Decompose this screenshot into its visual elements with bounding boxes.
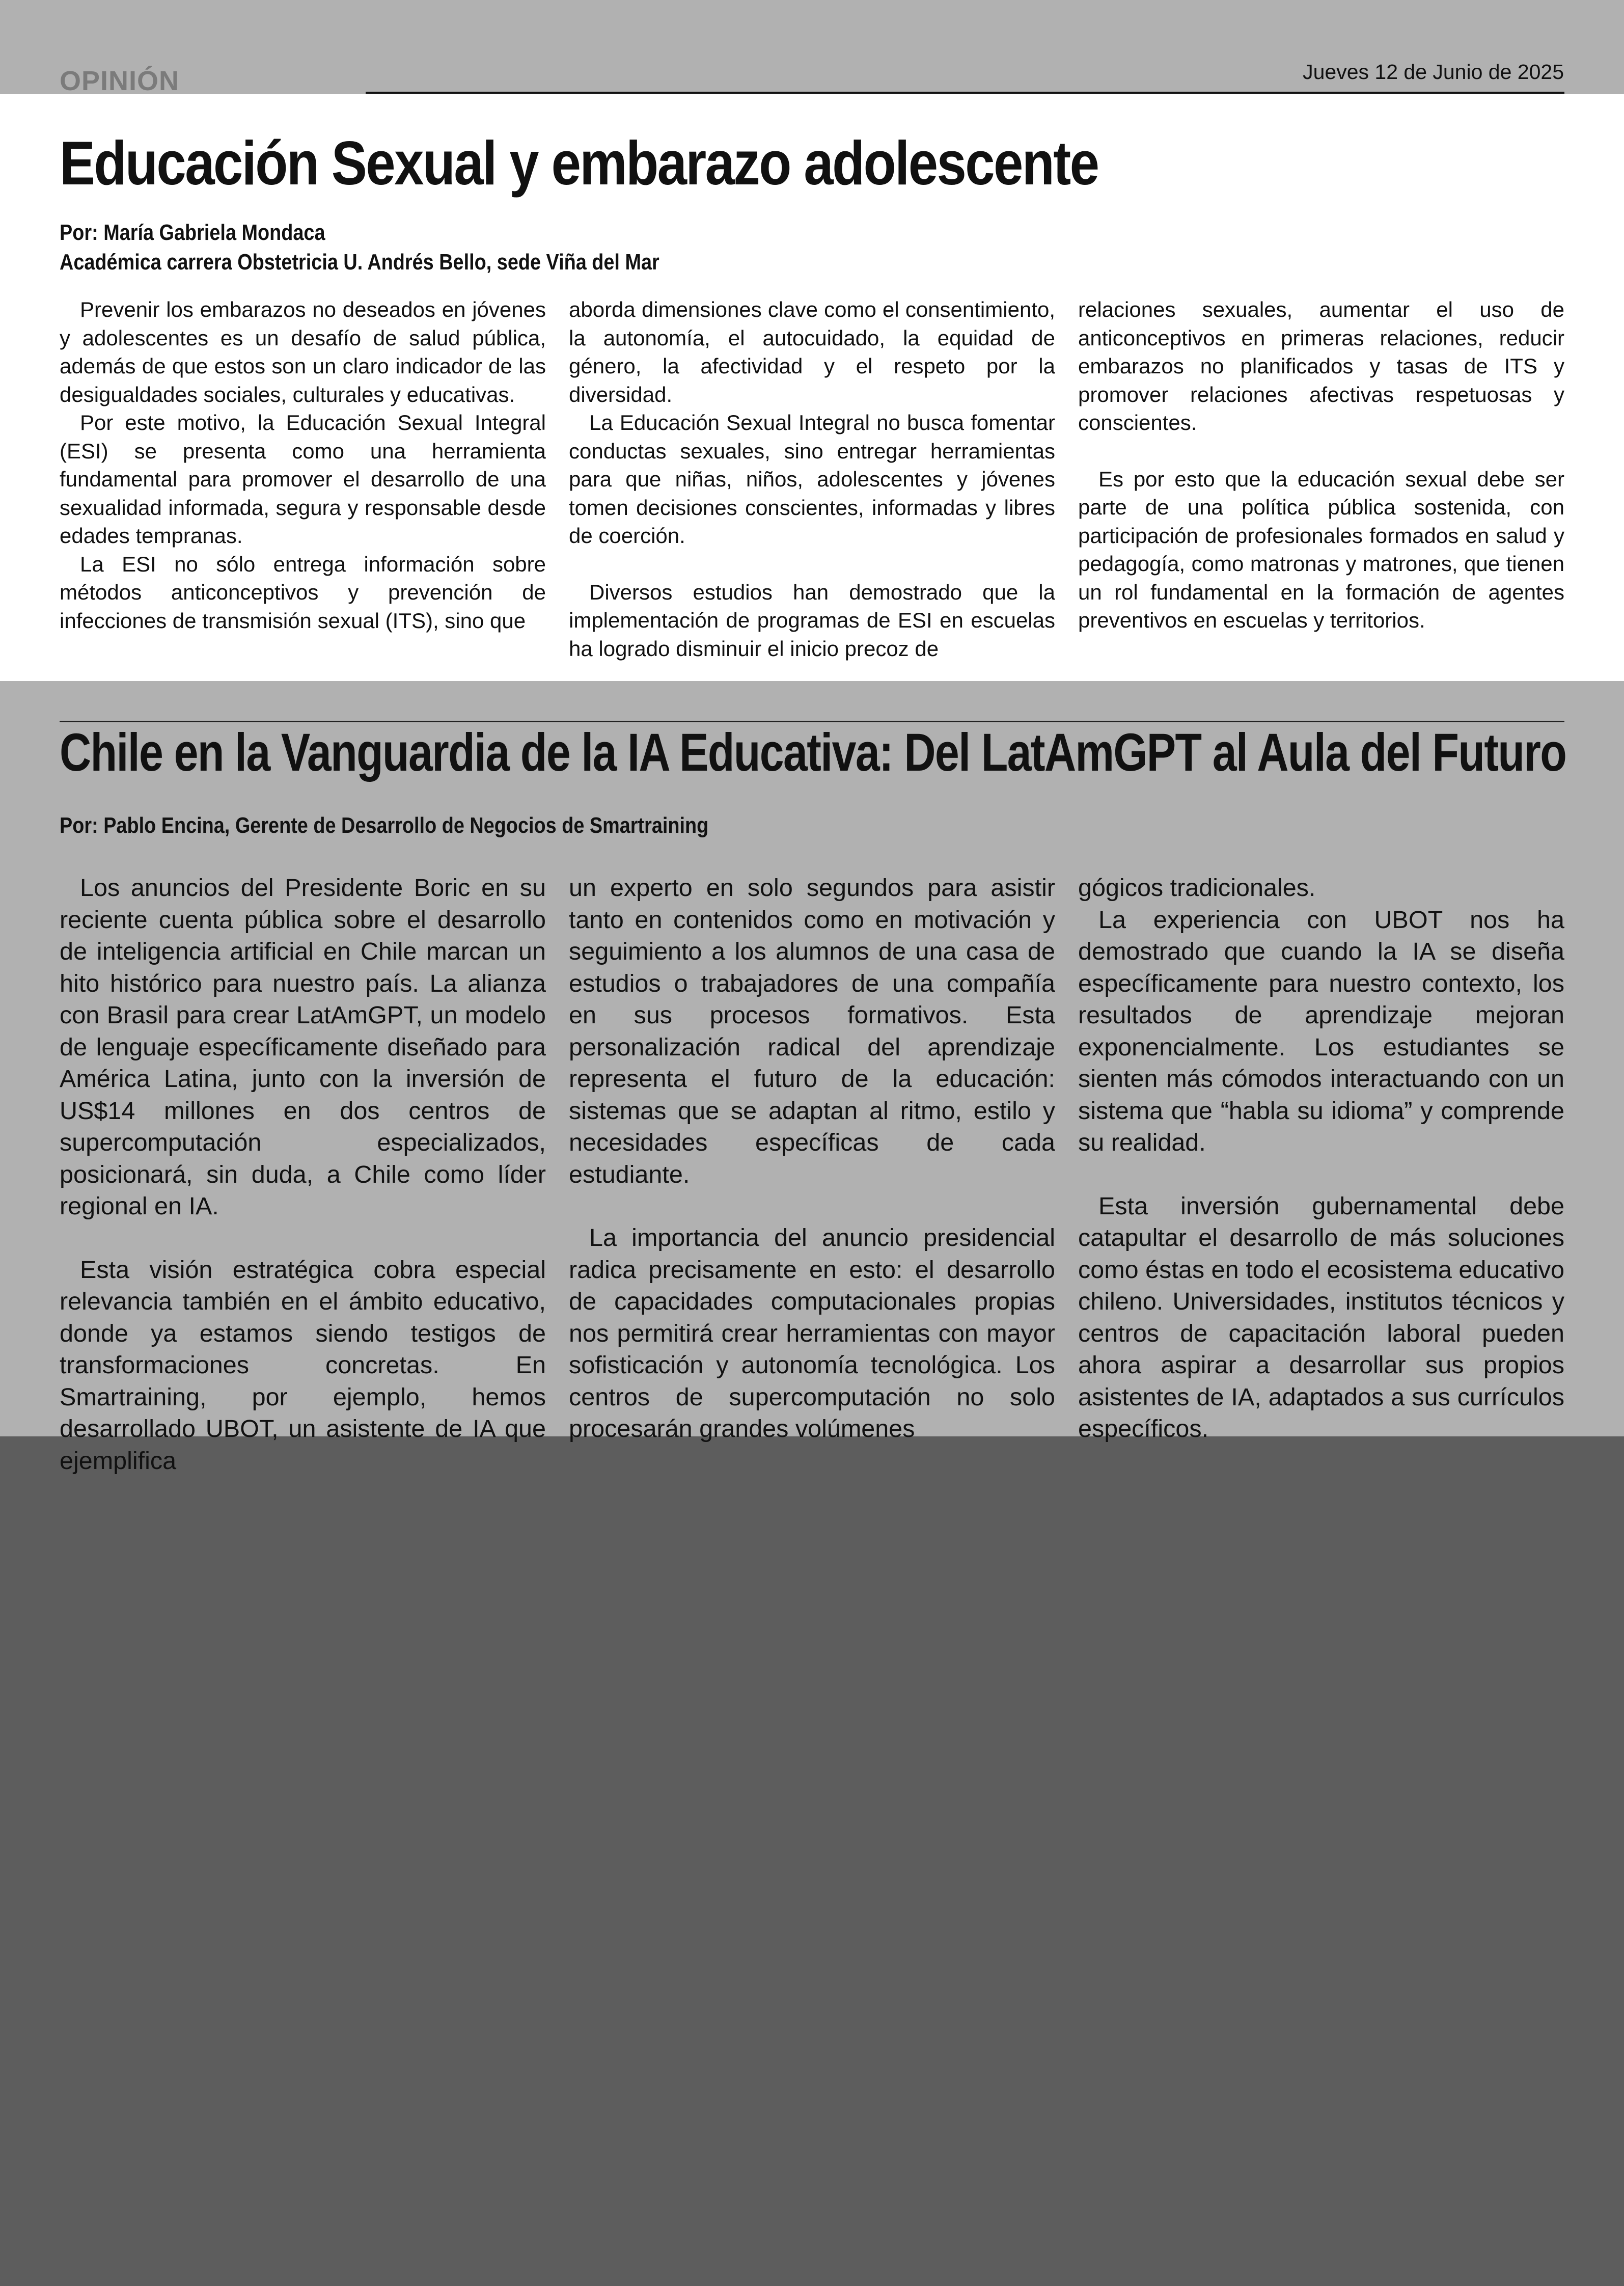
section-label: OPINIÓN bbox=[60, 66, 180, 96]
article2-paragraph: Esta visión estratégica cobra especial relevancia también en el ámbito educativo, donde ya estamos siendo testigos de transformaciones concretas. En Smartraining, por ejemplo, hemos desarrollado UBOT, un asistente de IA que ejemplifica bbox=[60, 1256, 546, 1475]
article1-paragraph: Prevenir los embarazos no deseados en jóvenes y adolescentes es un desafío de salud pública, además de que estos son un claro indicador de las desigualdades sociales, culturales y educativas. bbox=[60, 297, 546, 406]
article1-paragraph: Diversos estudios han demostrado que la implementación de programas de ESI en escuelas ha logrado disminuir el inicio precoz de bbox=[569, 580, 1055, 661]
article1-paragraph: La Educación Sexual Integral no busca fomentar conductas sexuales, sino entregar herramientas para que niñas, niños, adolescentes y jóvenes tomen decisiones conscientes, informadas y libres de coerción. bbox=[569, 411, 1055, 548]
article2-paragraph: un experto en solo segundos para asistir tanto en contenidos como en motivación y seguimiento a los alumnos de una casa de estudios o trabajadores de una compañía en sus procesos formativos. Esta personalización radical del aprendizaje representa el futuro de la educación: sistemas que se adaptan al ritmo, estilo y necesidades específicas de cada estudiante. bbox=[569, 874, 1055, 1188]
article2-byline: Por: Pablo Encina, Gerente de Desarrollo de Negocios de Smartraining bbox=[60, 813, 709, 838]
article1-paragraph: relaciones sexuales, aumentar el uso de anticonceptivos en primeras relaciones, reducir embarazos no planificados y tasas de ITS y promover relaciones afectivas respetuosas y conscientes. bbox=[1078, 297, 1564, 434]
article2-column-1 bbox=[60, 872, 546, 1475]
article2-title: Chile en la Vanguardia de la IA Educativa: Del LatAmGPT al Aula del Futuro bbox=[60, 723, 1566, 782]
article2-column-2 bbox=[569, 872, 1055, 1443]
article1-title: Educación Sexual y embarazo adolescente bbox=[60, 128, 1098, 198]
article1-column-1 bbox=[60, 295, 546, 635]
bottom-dark-band bbox=[0, 1436, 1624, 2286]
article1-paragraph: aborda dimensiones clave como el consentimiento, la autonomía, el autocuidado, la equidad de género, la afectividad y el respeto por la diversidad. bbox=[569, 297, 1055, 406]
issue-date: Jueves 12 de Junio de 2025 bbox=[1303, 60, 1564, 84]
article1-column-2 bbox=[569, 295, 1055, 663]
article1-paragraph: Es por esto que la educación sexual debe ser parte de una política pública sostenida, con participación de profesionales formados en salud y pedagogía, como matronas y matrones, que tienen un rol fundamental en la formación de agentes preventivos en escuelas y territorios. bbox=[1078, 467, 1564, 632]
article2-paragraph: La importancia del anuncio presidencial radica precisamente en esto: el desarrollo de capacidades computacionales propias nos permitirá crear herramientas con mayor sofisticación y autonomía tecnológica. Los centros de supercomputación no solo procesarán grandes volúmenes bbox=[569, 1224, 1055, 1443]
article1-paragraph: La ESI no sólo entrega información sobre métodos anticonceptivos y prevención de infecciones de transmisión sexual (ITS), sino que bbox=[60, 552, 546, 633]
article1-byline bbox=[60, 218, 659, 277]
article1-paragraph: Por este motivo, la Educación Sexual Integral (ESI) se presenta como una herramienta fundamental para promover el desarrollo de una sexualidad informada, segura y responsable desde edades tempranas. bbox=[60, 411, 546, 548]
article1-column-3 bbox=[1078, 295, 1564, 635]
article1-author: Por: María Gabriela Mondaca bbox=[60, 220, 325, 245]
article2-column-3 bbox=[1078, 872, 1564, 1443]
article2-paragraph: gógicos tradicionales. bbox=[1078, 874, 1316, 902]
article2-paragraph: La experiencia con UBOT nos ha demostrado que cuando la IA se diseña específicamente para nuestro contexto, los resultados de aprendizaje mejoran exponencialmente. Los estudiantes se sienten más cómodos interactuando con un sistema que “habla su idioma” y comprende su realidad. bbox=[1078, 906, 1564, 1156]
article1-affiliation: Académica carrera Obstetricia U. Andrés Bello, sede Viña del Mar bbox=[60, 250, 659, 275]
article2-paragraph: Los anuncios del Presidente Boric en su reciente cuenta pública sobre el desarrollo de inteligencia artificial en Chile marcan un hito histórico para nuestro país. La alianza con Brasil para crear LatAmGPT, un modelo de lenguaje específicamente diseñado para América Latina, junto con la inversión de US$14 millones en dos centros de supercomputación especializados, posicionará, sin duda, a Chile como líder regional en IA. bbox=[60, 874, 546, 1220]
header-rule bbox=[366, 92, 1564, 94]
article2-paragraph: Esta inversión gubernamental debe catapultar el desarrollo de más soluciones como éstas en todo el ecosistema educativo chileno. Universidades, institutos técnicos y centros de capacitación laboral pueden ahora aspirar a desarrollar sus propios asistentes de IA, adaptados a sus currículos específicos. bbox=[1078, 1192, 1564, 1443]
